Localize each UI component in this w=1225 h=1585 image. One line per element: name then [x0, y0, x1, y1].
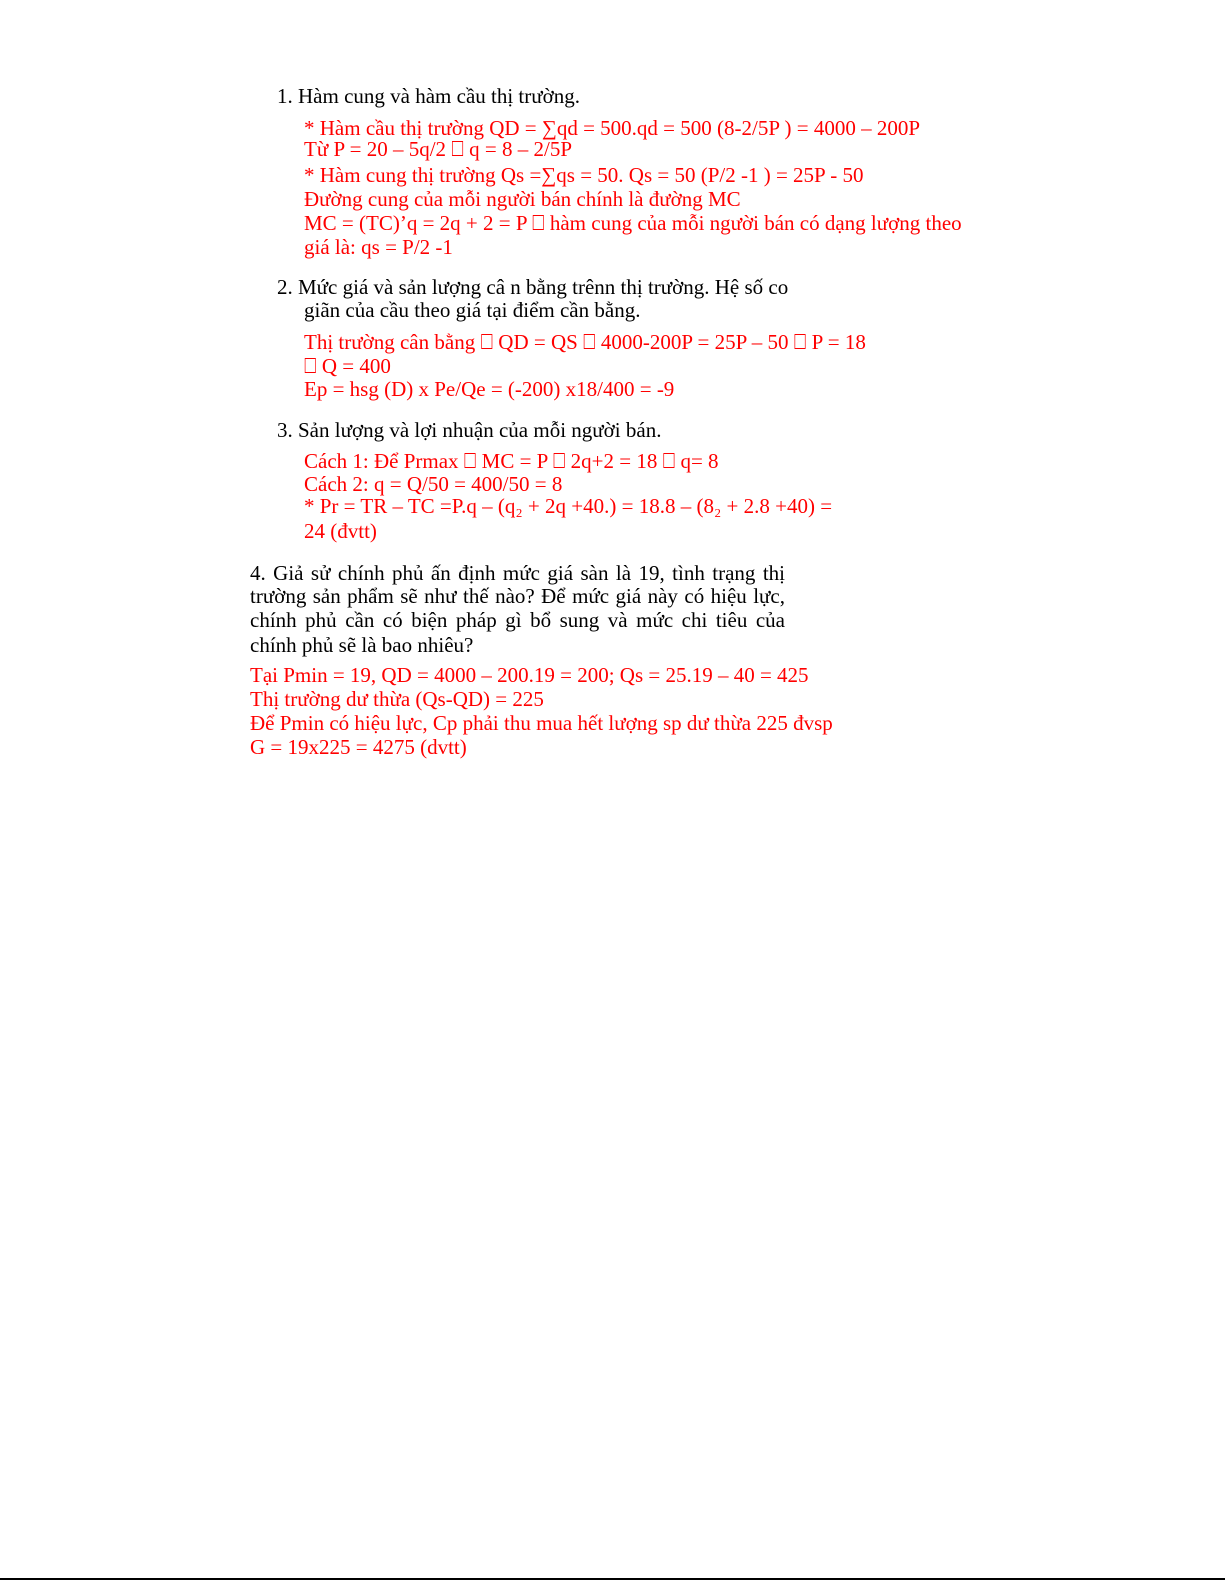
q4-heading-line-4: chính phủ sẽ là bao nhiêu?	[250, 633, 474, 657]
q4-answer-line-1: Tại Pmin = 19, QD = 4000 – 200.19 = 200; Qs = 25.19 – 40 = 425	[250, 663, 809, 687]
q2-heading-line-2: giãn của cầu theo giá tại điểm cần bằng.	[304, 298, 641, 322]
q1-answer-line-6: giá là: qs = P/2 -1	[304, 235, 453, 259]
q2-answer-line-1: Thị trường cân bằng ⎕ QD = QS ⎕ 4000-200P = 25P – 50 ⎕ P = 18	[304, 330, 866, 354]
q4-answer-line-4: G = 19x225 = 4275 (dvtt)	[250, 735, 467, 759]
q1-answer-line-3: * Hàm cung thị trường Qs =∑qs = 50. Qs = 50 (P/2 -1 ) = 25P - 50	[304, 163, 864, 187]
q2-answer-line-3: Ep = hsg (D) x Pe/Qe = (-200) x18/400 = -9	[304, 377, 675, 401]
q3-answer-line-1: Cách 1: Để Prmax ⎕ MC = P ⎕ 2q+2 = 18 ⎕ q= 8	[304, 449, 719, 473]
q3-answer-line-4: 24 (đvtt)	[304, 519, 377, 543]
q4-heading-line-1: 4. Giả sử chính phủ ấn định mức giá sàn là 19, tình trạng thị	[250, 561, 785, 585]
q1-answer-line-2: Từ P = 20 – 5q/2 ⎕ q = 8 – 2/5P	[304, 137, 572, 161]
q4-heading-line-3: chính phủ cần có biện pháp gì bổ sung và mức chi tiêu của	[250, 608, 785, 632]
q1-answer-line-5: MC = (TC)’q = 2q + 2 = P ⎕ hàm cung của mỗi người bán có dạng lượng theo	[304, 211, 962, 235]
q2-answer-line-2: ⎕ Q = 400	[304, 354, 391, 378]
q4-answer-line-3: Để Pmin có hiệu lực, Cp phải thu mua hết lượng sp dư thừa 225 đvsp	[250, 711, 833, 735]
q4-answer-line-2: Thị trường dư thừa (Qs-QD) = 225	[250, 687, 544, 711]
q1-answer-line-1: * Hàm cầu thị trường QD = ∑qd = 500.qd = 500 (8-2/5P ) = 4000 – 200P	[304, 116, 921, 140]
q2-heading-line-1: 2. Mức giá và sản lượng câ n bằng trênn thị trường. Hệ số co	[277, 275, 789, 299]
q3-answer-line-2: Cách 2: q = Q/50 = 400/50 = 8	[304, 472, 563, 496]
q3-heading: 3. Sản lượng và lợi nhuận của mỗi người bán.	[277, 418, 662, 442]
q3-answer-line-3: * Pr = TR – TC =P.q – (q₂ + 2q +40.) = 18.8 – (8₂ + 2.8 +40) =	[304, 494, 833, 518]
q1-answer-line-4: Đường cung của mỗi người bán chính là đường MC	[304, 187, 741, 211]
page-bottom-rule	[0, 1578, 1225, 1580]
q4-heading-line-2: trường sản phẩm sẽ như thế nào? Để mức giá này có hiệu lực,	[250, 584, 785, 608]
q1-heading: 1. Hàm cung và hàm cầu thị trường.	[277, 84, 580, 108]
